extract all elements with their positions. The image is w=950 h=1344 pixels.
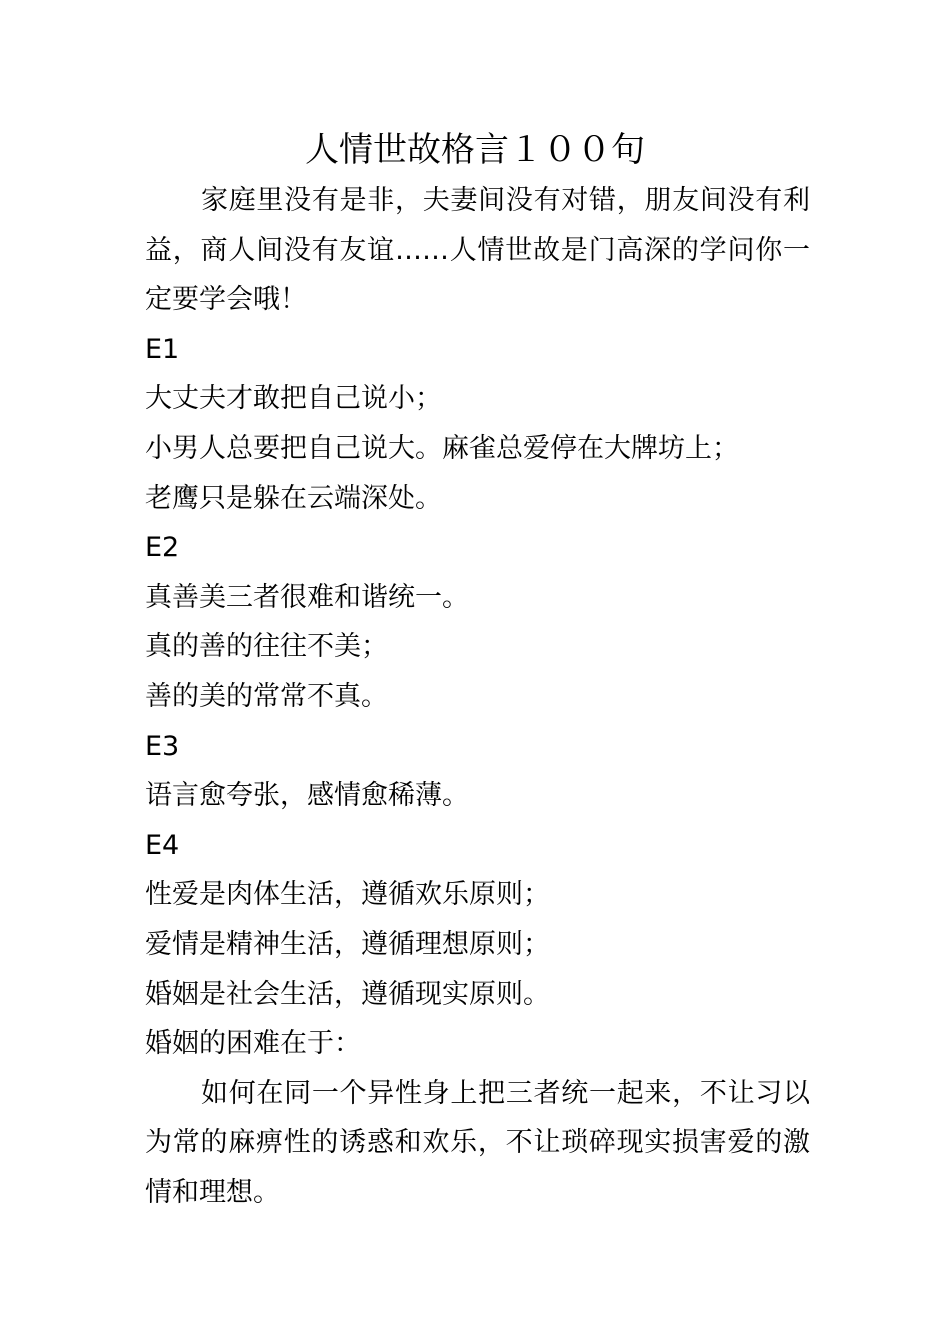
section-heading-e1: E1 — [145, 333, 180, 365]
section-line: 真的善的往往不美； — [145, 631, 388, 663]
section-line: 语言愈夸张，感情愈稀薄。 — [145, 780, 469, 812]
section-line: 善的美的常常不真。 — [145, 680, 388, 712]
section-line: 小男人总要把自己说大。麻雀总爱停在大牌坊上； — [145, 432, 739, 464]
section-line: 婚姻的困难在于： — [145, 1028, 361, 1060]
section-paragraph: 如何在同一个异性身上把三者统一起来，不让习以为常的麻痹性的诱惑和欢乐，不让琐碎现实损害爱的激情和理想。 — [145, 1077, 810, 1208]
section-line: 真善美三者很难和谐统一。 — [145, 581, 469, 613]
section-heading-e4: E4 — [145, 829, 180, 861]
section-heading-e2: E2 — [145, 532, 180, 564]
section-heading-e3: E3 — [145, 730, 180, 762]
section-line: 婚姻是社会生活，遵循现实原则。 — [145, 978, 550, 1010]
document-title: 人情世故格言１００句 — [305, 130, 645, 170]
section-line: 老鹰只是躲在云端深处。 — [145, 482, 442, 514]
section-line: 大丈夫才敢把自己说小； — [145, 383, 442, 415]
intro-paragraph: 家庭里没有是非，夫妻间没有对错，朋友间没有利益，商人间没有友谊……人情世故是门高深的学问你一定要学会哦！ — [145, 185, 810, 316]
section-line: 性爱是肉体生活，遵循欢乐原则； — [145, 879, 550, 911]
document-body — [145, 176, 810, 1217]
section-line: 爱情是精神生活，遵循理想原则； — [145, 928, 550, 960]
